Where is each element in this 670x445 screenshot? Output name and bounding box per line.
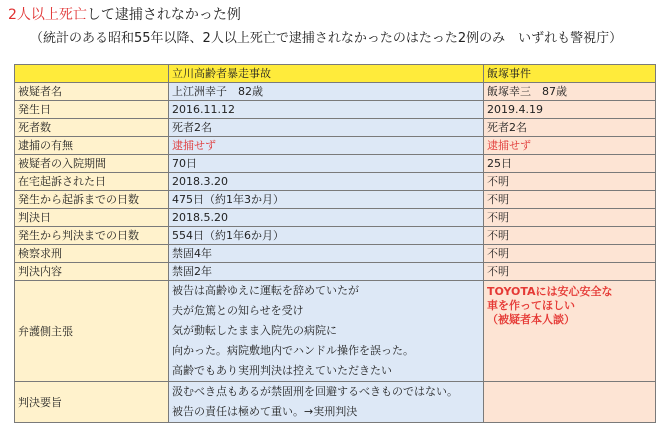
header-cell-empty: [15, 65, 169, 83]
title-highlight: 2人以上死亡: [8, 7, 87, 23]
comparison-table: [14, 64, 656, 423]
verdict-iizuka-cell: [484, 382, 656, 423]
table-row: [15, 173, 656, 191]
table-row: [15, 155, 656, 173]
tachikawa-cell: 554日（約1年6か月）: [169, 227, 484, 245]
defense-line: 夫が危篤との知らせを受け: [172, 304, 304, 317]
iizuka-cell: 不明: [484, 209, 656, 227]
row-label: 検察求刑: [15, 245, 169, 263]
verdict-label: 判決要旨: [15, 382, 169, 423]
defense-line: 被告は高齢ゆえに運転を辞めていたが: [172, 284, 359, 297]
page-title: [8, 6, 241, 24]
row-label: 判決内容: [15, 263, 169, 281]
iizuka-quote-line: TOYOTAには安心安全な: [487, 285, 613, 298]
table-row: [15, 263, 656, 281]
defense-label: 弁護側主張: [15, 281, 169, 382]
defense-line: 気が動転したまま入院先の病院に: [172, 324, 337, 337]
row-label: 被疑者名: [15, 83, 169, 101]
iizuka-cell-arrest: 逮捕せず: [484, 137, 656, 155]
defense-tachikawa-cell: [169, 281, 484, 382]
tachikawa-cell: 70日: [169, 155, 484, 173]
title-suffix: して逮捕されなかった例: [86, 7, 241, 23]
iizuka-cell: 不明: [484, 191, 656, 209]
iizuka-cell: 不明: [484, 227, 656, 245]
iizuka-cell: 飯塚幸三 87歳: [484, 83, 656, 101]
table-row: [15, 101, 656, 119]
header-cell-tachikawa: 立川高齢者暴走事故: [169, 65, 484, 83]
tachikawa-cell: 死者2名: [169, 119, 484, 137]
defense-line: 向かった。病院敷地内でハンドル操作を誤った。: [172, 344, 414, 357]
verdict-line: 被告の責任は極めて重い。→実刑判決: [172, 405, 358, 418]
defense-iizuka-cell: [484, 281, 656, 382]
table-row: [15, 191, 656, 209]
tachikawa-cell: 2018.5.20: [169, 209, 484, 227]
row-label: 発生日: [15, 101, 169, 119]
row-label: 逮捕の有無: [15, 137, 169, 155]
row-label: 在宅起訴された日: [15, 173, 169, 191]
row-label: 判決日: [15, 209, 169, 227]
row-label: 死者数: [15, 119, 169, 137]
table-row: [15, 227, 656, 245]
table-row: [15, 209, 656, 227]
iizuka-cell: 25日: [484, 155, 656, 173]
row-label: 発生から起訴までの日数: [15, 191, 169, 209]
tachikawa-cell: 上江洲幸子 82歳: [169, 83, 484, 101]
iizuka-cell: 不明: [484, 245, 656, 263]
table-row: [15, 137, 656, 155]
iizuka-cell: 不明: [484, 173, 656, 191]
table-row: [15, 119, 656, 137]
iizuka-cell: 不明: [484, 263, 656, 281]
iizuka-quote-line: （被疑者本人談）: [487, 313, 575, 326]
tachikawa-cell: 475日（約1年3か月）: [169, 191, 484, 209]
verdict-tachikawa-cell: [169, 382, 484, 423]
tachikawa-cell: 2016.11.12: [169, 101, 484, 119]
row-label: 被疑者の入院期間: [15, 155, 169, 173]
tachikawa-cell: 禁固2年: [169, 263, 484, 281]
tachikawa-cell-arrest: 逮捕せず: [169, 137, 484, 155]
table-row: [15, 245, 656, 263]
iizuka-cell: 2019.4.19: [484, 101, 656, 119]
iizuka-quote-line: 車を作ってほしい: [487, 299, 575, 312]
page-subtitle: （統計のある昭和55年以降、2人以上死亡で逮捕されなかったのはたった2例のみ いずれも警視庁）: [30, 31, 623, 46]
verdict-row: [15, 382, 656, 423]
table-row: [15, 83, 656, 101]
tachikawa-cell: 2018.3.20: [169, 173, 484, 191]
defense-line: 高齢でもあり実刑判決は控えていただきたい: [172, 364, 392, 377]
defense-row: [15, 281, 656, 382]
iizuka-cell: 死者2名: [484, 119, 656, 137]
row-label: 発生から判決までの日数: [15, 227, 169, 245]
tachikawa-cell: 禁固4年: [169, 245, 484, 263]
header-cell-iizuka: 飯塚事件: [484, 65, 656, 83]
header-row: [15, 65, 656, 83]
verdict-line: 汲むべき点もあるが禁固刑を回避するべきものではない。: [172, 385, 458, 398]
